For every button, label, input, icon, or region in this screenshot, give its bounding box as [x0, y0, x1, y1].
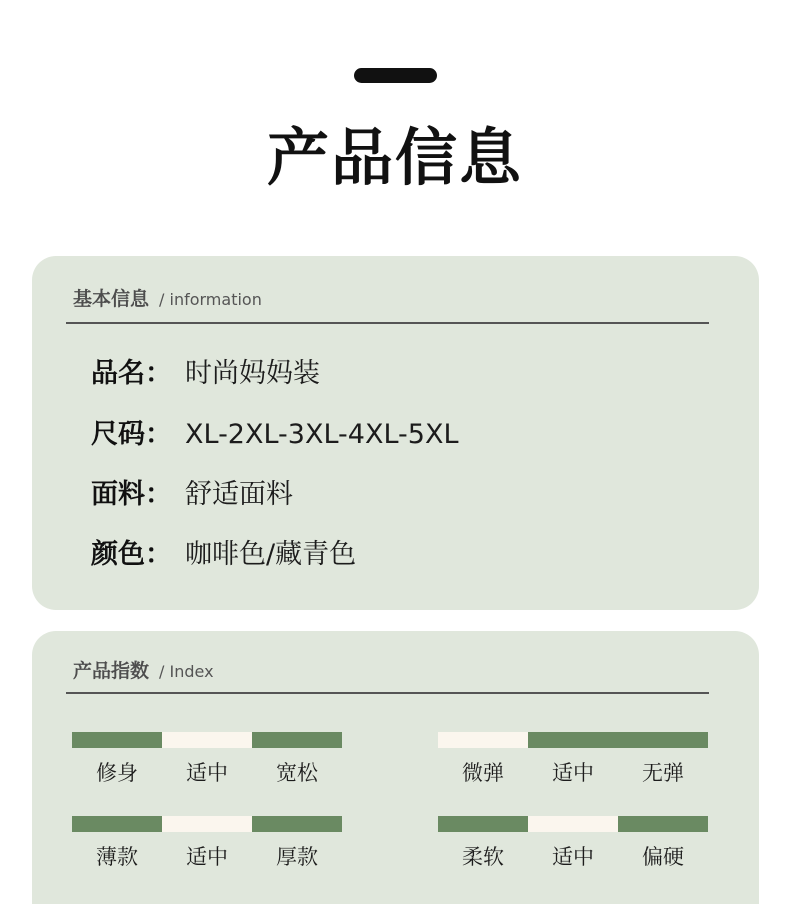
elasticity-scale — [438, 732, 708, 787]
scale-label: 无弹 — [642, 761, 684, 785]
scale-label: 宽松 — [276, 761, 318, 785]
scale-segment — [72, 732, 162, 748]
product-index-card — [32, 631, 759, 904]
info-label: 颜色： — [91, 539, 172, 570]
fit-scale — [72, 732, 342, 787]
scale-segment — [72, 816, 162, 832]
fit-scale-bar — [72, 732, 342, 748]
scale-segment — [438, 816, 528, 832]
scale-segment — [438, 732, 528, 748]
product-index-divider — [66, 692, 709, 694]
top-pill-decoration — [354, 68, 437, 83]
scale-label: 厚款 — [276, 845, 318, 869]
info-row-fabric — [91, 477, 293, 513]
basic-info-heading-en: / information — [159, 290, 262, 309]
scale-label: 偏硬 — [642, 845, 684, 869]
info-value: XL-2XL-3XL-4XL-5XL — [185, 419, 459, 450]
info-value: 咖啡色/藏青色 — [185, 539, 357, 570]
info-row-name — [91, 356, 320, 392]
basic-info-card — [32, 256, 759, 610]
scale-label: 适中 — [186, 845, 228, 869]
softness-scale-bar — [438, 816, 708, 832]
basic-info-heading — [73, 284, 262, 311]
info-label: 尺码： — [91, 419, 172, 450]
basic-info-divider — [66, 322, 709, 324]
info-label: 面料： — [91, 479, 172, 510]
thickness-scale — [72, 816, 342, 871]
softness-scale — [438, 816, 708, 871]
scale-segment — [618, 732, 708, 748]
product-index-heading-en: / Index — [159, 662, 214, 681]
scale-segment — [252, 816, 342, 832]
page-title: 产品信息 — [266, 121, 523, 194]
basic-info-heading-zh: 基本信息 — [73, 288, 150, 310]
product-index-heading — [73, 656, 214, 683]
scale-segment — [528, 732, 618, 748]
scale-label: 微弹 — [462, 761, 504, 785]
info-row-size — [91, 417, 458, 453]
scale-segment — [162, 816, 252, 832]
scale-label: 适中 — [552, 845, 594, 869]
scale-label: 适中 — [186, 761, 228, 785]
scale-label: 薄款 — [96, 845, 138, 869]
scale-label: 柔软 — [462, 845, 504, 869]
scale-segment — [252, 732, 342, 748]
thickness-scale-bar — [72, 816, 342, 832]
info-value: 时尚妈妈装 — [185, 358, 320, 389]
elasticity-scale-bar — [438, 732, 708, 748]
info-value: 舒适面料 — [185, 479, 293, 510]
scale-segment — [618, 816, 708, 832]
scale-segment — [528, 816, 618, 832]
info-label: 品名： — [91, 358, 172, 389]
scale-label: 修身 — [96, 761, 138, 785]
scale-segment — [162, 732, 252, 748]
info-row-color — [91, 537, 356, 573]
product-index-heading-zh: 产品指数 — [73, 660, 150, 682]
scale-label: 适中 — [552, 761, 594, 785]
